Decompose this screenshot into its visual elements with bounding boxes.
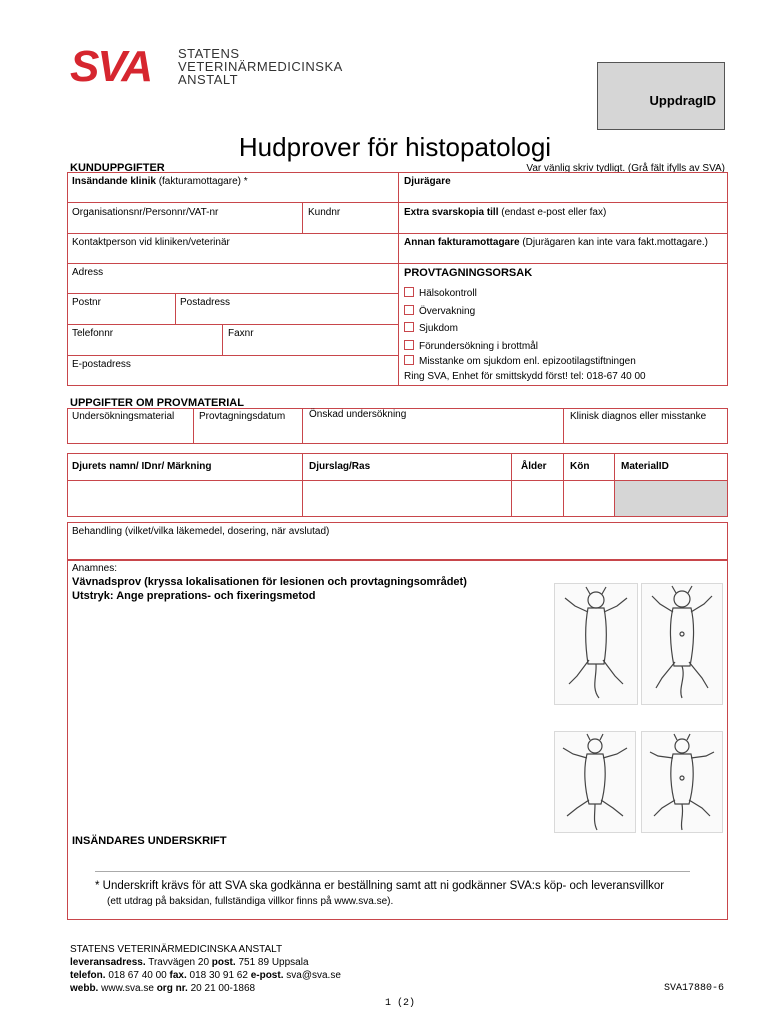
checkbox-icon[interactable] [404,305,414,315]
smear-label: Utstryk: Ange preprations- och fixeringsmetod [72,590,316,602]
write-clearly-note: Var vänlig skriv tydligt. (Grå fält ifylls av SVA) [526,163,725,174]
page-title: Hudprover för histopatologi [238,132,552,162]
logo-line-3: ANSTALT [178,72,239,87]
other-payer-label: Annan fakturamottagare (Djurägaren kan inte vara fakt.mottagare.) [404,237,709,248]
reason-list [404,285,646,385]
checkbox-icon[interactable] [404,322,414,332]
sva-logo [70,42,350,92]
footer-page-number: 1 (2) [384,998,415,1009]
animal-col-age: Ålder [521,461,547,472]
footer-org-name: STATENS VETERINÄRMEDICINSKA ANSTALT [70,944,283,955]
materialid-gray-field [615,481,727,516]
org-number-label: Organisationsnr/Personnr/VAT-nr [72,207,219,218]
checkbox-icon[interactable] [404,287,414,297]
dog-ventral-figure[interactable] [641,583,723,705]
footer-web-line: webb. www.sva.se org nr. 20 21 00-1868 [70,983,256,994]
dog-dorsal-icon [555,584,637,704]
kundnr-label: Kundnr [308,207,341,218]
footer-delivery-line: leveransadress. Travvägen 20 post. 751 89 Uppsala [70,957,309,968]
logo-line-1: STATENS [178,46,240,61]
logo-line-2: VETERINÄRMEDICINSKA [178,59,343,74]
tissue-label: Vävnadsprov (kryssa lokalisationen för lesionen och provtagningsområdet) [72,576,467,588]
footer-contact-line: telefon. 018 67 40 00 fax. 018 30 91 62 e-post. sva@sva.se [70,970,341,981]
reason-epizootilag[interactable]: Misstanke om sjukdom enl. epizootilagstiftningen [404,355,646,369]
signature-line[interactable] [95,871,690,872]
faxnr-label: Faxnr [228,328,254,339]
treatment-label: Behandling (vilket/vilka läkemedel, dosering, när avslutad) [72,526,330,537]
address-label: Adress [72,267,104,278]
material-section-heading: UPPGIFTER OM PROVMATERIAL [70,397,244,409]
postadress-label: Postadress [180,297,231,308]
telefon-label: Telefonnr [72,328,114,339]
animal-col-name: Djurets namn/ IDnr/ Märkning [72,461,212,472]
animal-col-species: Djurslag/Ras [309,461,371,472]
cat-dorsal-figure[interactable] [554,731,636,833]
cat-ventral-icon [642,732,722,832]
reason-overvakning[interactable]: Övervakning [404,303,646,321]
animal-col-sex: Kön [570,461,590,472]
cat-ventral-figure[interactable] [641,731,723,833]
signature-subnote: (ett utdrag på baksidan, fullständiga villkor finns på www.sva.se). [107,896,394,907]
signature-note: * Underskrift krävs för att SVA ska godkänna er beställning samt att ni godkänner SVA:s köp- och leveransvillkor [95,880,665,892]
logo-mark: SVA [70,42,152,91]
email-label: E-postadress [72,359,131,370]
material-col-3: Önskad undersökning [309,409,407,420]
signature-heading: INSÄNDARES UNDERSKRIFT [72,835,227,847]
uppdrag-id-box[interactable] [597,62,725,130]
material-col-2: Provtagningsdatum [199,411,286,422]
footer-doc-code: SVA17880-6 [663,983,724,994]
dog-ventral-icon [642,584,722,704]
clinic-label: Insändande klinik (fakturamottagare) * [72,176,248,187]
sampling-reason-heading: PROVTAGNINGSORSAK [404,267,533,279]
uppdrag-id-label: UppdragID [649,93,716,108]
reason-sjukdom[interactable]: Sjukdom [404,320,646,338]
contact-person-label: Kontaktperson vid kliniken/veterinär [72,237,230,248]
animal-col-materialid: MaterialID [621,461,669,472]
cat-dorsal-icon [555,732,635,832]
reason-forundersokning[interactable]: Förundersökning i brottmål [404,338,646,356]
customer-section-heading: KUNDUPPGIFTER [70,162,165,174]
ring-sva-note: Ring SVA, Enhet för smittskydd först! tel: 018-67 40 00 [404,371,646,382]
checkbox-icon[interactable] [404,355,414,365]
material-col-4: Klinisk diagnos eller misstanke [570,411,707,422]
material-col-1: Undersökningsmaterial [72,411,175,422]
checkbox-icon[interactable] [404,340,414,350]
extra-copy-label: Extra svarskopia till (endast e-post eller fax) [404,207,607,218]
anamnes-label: Anamnes: [72,563,118,574]
postnr-label: Postnr [72,297,101,308]
reason-halsokontroll[interactable]: Hälsokontroll [404,285,646,303]
owner-label: Djurägare [404,176,451,187]
dog-dorsal-figure[interactable] [554,583,638,705]
